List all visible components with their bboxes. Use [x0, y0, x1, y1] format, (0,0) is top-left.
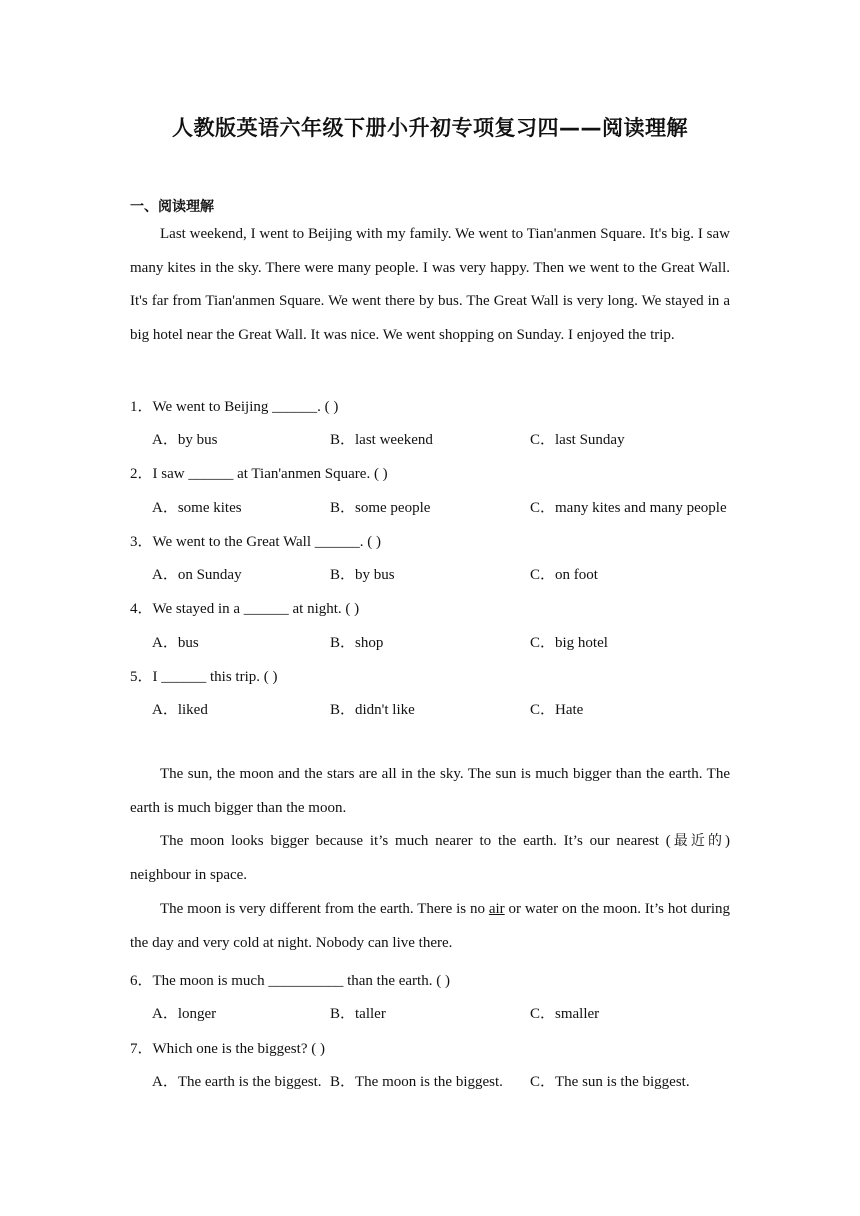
- question-number: 6．: [130, 973, 153, 989]
- option-b: B．taller: [330, 1006, 386, 1022]
- option-a: A．longer: [152, 1006, 217, 1022]
- question-text: I ______ this trip. ( ): [152, 669, 278, 685]
- underlined-word: air: [488, 901, 505, 917]
- option-b: B．last weekend: [330, 432, 433, 448]
- question-number: 1．: [130, 399, 153, 415]
- question-7: [130, 1037, 325, 1058]
- option-b: B．by bus: [330, 567, 395, 583]
- option-c: C．big hotel: [530, 635, 608, 651]
- question-text: We went to the Great Wall ______. ( ): [152, 534, 382, 550]
- passage-2-paragraph-3: The moon is very different from the earth. There is no air or water on the moon. It’s hot during the day and very cold at night. Nobody can live there.: [130, 901, 731, 951]
- passage-2-paragraph-1: The sun, the moon and the stars are all in the sky. The sun is much bigger than the earth. The earth is much bigger than the moon.: [130, 766, 730, 816]
- option-c: C．smaller: [530, 1006, 600, 1022]
- question-3: [130, 530, 381, 551]
- option-c: C．The sun is the biggest.: [530, 1074, 690, 1090]
- option-a: A．on Sunday: [152, 567, 242, 583]
- page-title: 人教版英语六年级下册小升初专项复习四——阅读理解: [172, 116, 688, 140]
- question-4: [130, 597, 359, 618]
- question-number: 2．: [130, 466, 153, 482]
- question-number: 7．: [130, 1041, 153, 1057]
- question-2: [130, 462, 388, 483]
- passage-2-paragraph-2: The moon looks bigger because it’s much nearer to the earth. It’s our nearest (最近的) neighbour in space.: [130, 833, 731, 883]
- option-b: B．The moon is the biggest.: [330, 1074, 503, 1090]
- option-c: C．on foot: [530, 567, 598, 583]
- option-c: C．Hate: [530, 702, 584, 718]
- question-number: 5．: [130, 669, 153, 685]
- section-heading: 一、阅读理解: [130, 199, 214, 215]
- chinese-gloss: 最近的: [670, 833, 726, 849]
- question-text: I saw ______ at Tian'anmen Square. ( ): [152, 466, 388, 482]
- option-a: A．by bus: [152, 432, 218, 448]
- option-c: C．last Sunday: [530, 432, 625, 448]
- option-b: B．didn't like: [330, 702, 415, 718]
- question-text: Which one is the biggest? ( ): [152, 1041, 325, 1057]
- option-a: A．liked: [152, 702, 208, 718]
- question-1: [130, 395, 338, 416]
- passage-1: Last weekend, I went to Beijing with my family. We went to Tian'anmen Square. It's big. I saw many kites in the sky. There were many people. I was very happy. Then we went to the Great Wall. It's far from Tian'anmen Square. We went there by bus. The Great Wall is very long. We stayed in a big hotel near the Great Wall. It was nice. We went shopping on Sunday. I enjoyed the trip.: [130, 226, 730, 343]
- option-c: C．many kites and many people: [530, 500, 727, 516]
- option-a: A．bus: [152, 635, 199, 651]
- option-b: B．shop: [330, 635, 384, 651]
- question-text: The moon is much __________ than the earth. ( ): [152, 973, 450, 989]
- question-text: We stayed in a ______ at night. ( ): [152, 601, 360, 617]
- question-6: [130, 969, 450, 990]
- option-a: A．some kites: [152, 500, 242, 516]
- question-5: [130, 665, 278, 686]
- question-number: 4．: [130, 601, 153, 617]
- option-a: A．The earth is the biggest.: [152, 1074, 322, 1090]
- option-b: B．some people: [330, 500, 431, 516]
- question-text: We went to Beijing ______. ( ): [152, 399, 339, 415]
- question-number: 3．: [130, 534, 153, 550]
